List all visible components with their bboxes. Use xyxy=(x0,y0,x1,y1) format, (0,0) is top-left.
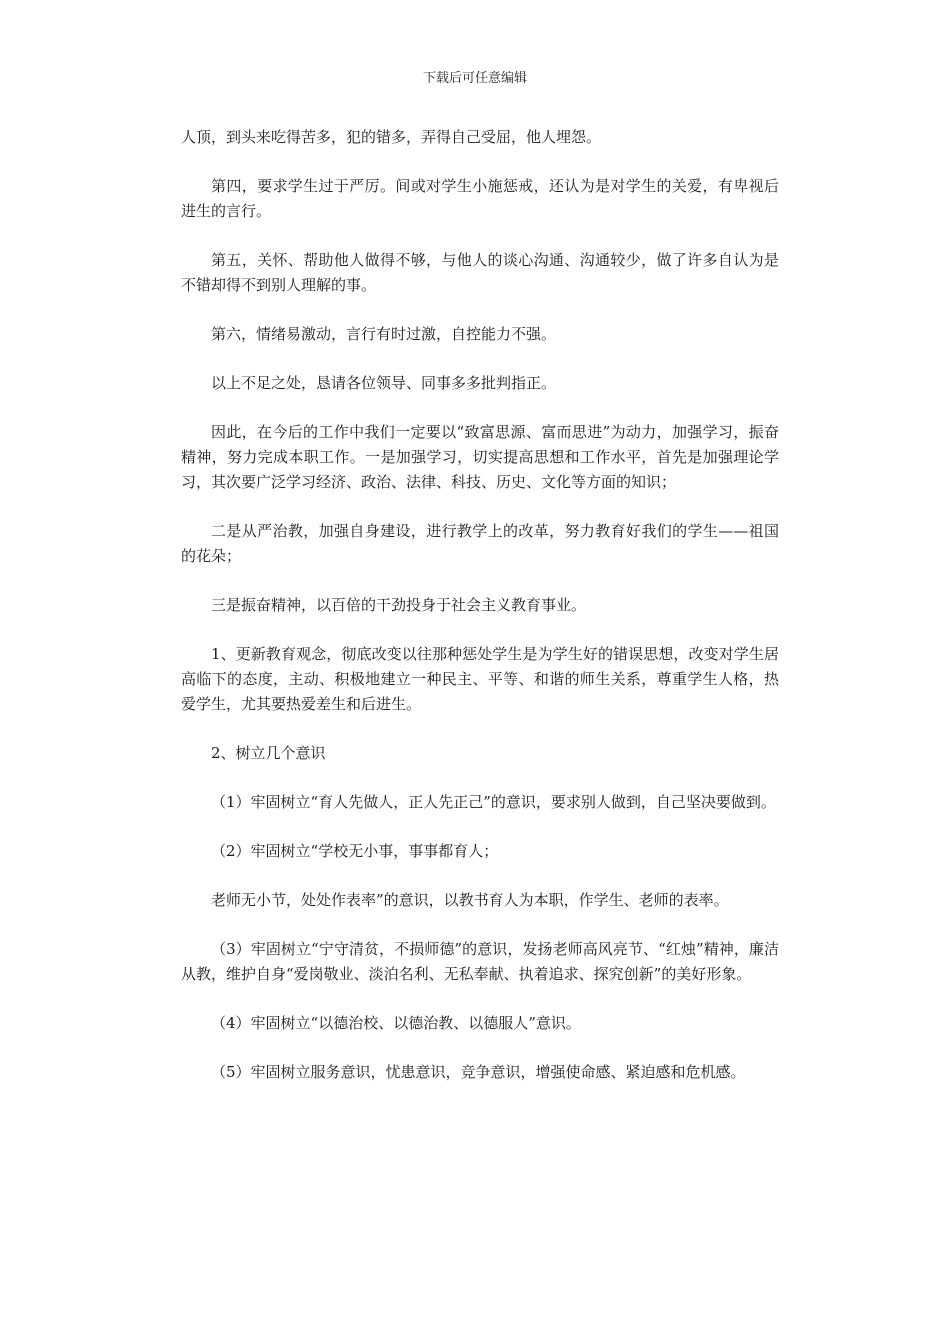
paragraph: （2）牢固树立“学校无小事，事事都育人； xyxy=(211,842,499,860)
paragraph: 因此，在今后的工作中我们一定要以“致富思源、富而思进”为动力，加强学习，振奋精神，努力完成本职工作。一是加强学习，切实提高思想和工作水平，首先是加强理论学习，其次要广泛学习经济、政治、法律、科技、历史、文化等方面的知识； xyxy=(181,423,779,491)
paragraph: 三是振奋精神，以百倍的干劲投身于社会主义教育事业。 xyxy=(211,596,587,614)
page-header: 下载后可任意编辑 xyxy=(422,71,527,86)
paragraph: 2、树立几个意识 xyxy=(211,744,326,762)
document-body xyxy=(181,125,779,1085)
paragraph: 第五，关怀、帮助他人做得不够，与他人的谈心沟通、沟通较少，做了许多自认为是不错却得不到别人理解的事。 xyxy=(181,251,779,294)
paragraph: （3）牢固树立“宁守清贫，不损师德”的意识，发扬老师高风亮节、“红烛”精神，廉洁从教，维护自身“爱岗敬业、淡泊名利、无私奉献、执着追求、探究创新”的美好形象。 xyxy=(181,940,779,983)
paragraph: 老师无小节，处处作表率”的意识，以教书育人为本职，作学生、老师的表率。 xyxy=(211,891,729,909)
paragraph: 二是从严治教，加强自身建设，进行教学上的改革，努力教育好我们的学生——祖国的花朵； xyxy=(181,522,779,565)
paragraph: （5）牢固树立服务意识，忧患意识，竞争意识，增强使命感、紧迫感和危机感。 xyxy=(211,1063,746,1081)
paragraph: （1）牢固树立“育人先做人，正人先正己”的意识，要求别人做到，自己坚决要做到。 xyxy=(211,793,776,811)
paragraph: 1、更新教育观念，彻底改变以往那种惩处学生是为学生好的错误思想，改变对学生居高临下的态度，主动、积极地建立一种民主、平等、和谐的师生关系，尊重学生人格，热爱学生，尤其要热爱差生和后进生。 xyxy=(181,645,779,713)
paragraph: 第六，情绪易激动，言行有时过激，自控能力不强。 xyxy=(211,325,557,343)
paragraph: 人顶，到头来吃得苦多，犯的错多，弄得自己受屈，他人埋怨。 xyxy=(181,128,602,146)
paragraph: 以上不足之处，恳请各位领导、同事多多批判指正。 xyxy=(211,374,557,392)
paragraph: （4）牢固树立“以德治校、以德治教、以德服人”意识。 xyxy=(211,1014,581,1032)
paragraph: 第四，要求学生过于严厉。间或对学生小施惩戒，还认为是对学生的关爱，有卑视后进生的言行。 xyxy=(181,177,779,220)
